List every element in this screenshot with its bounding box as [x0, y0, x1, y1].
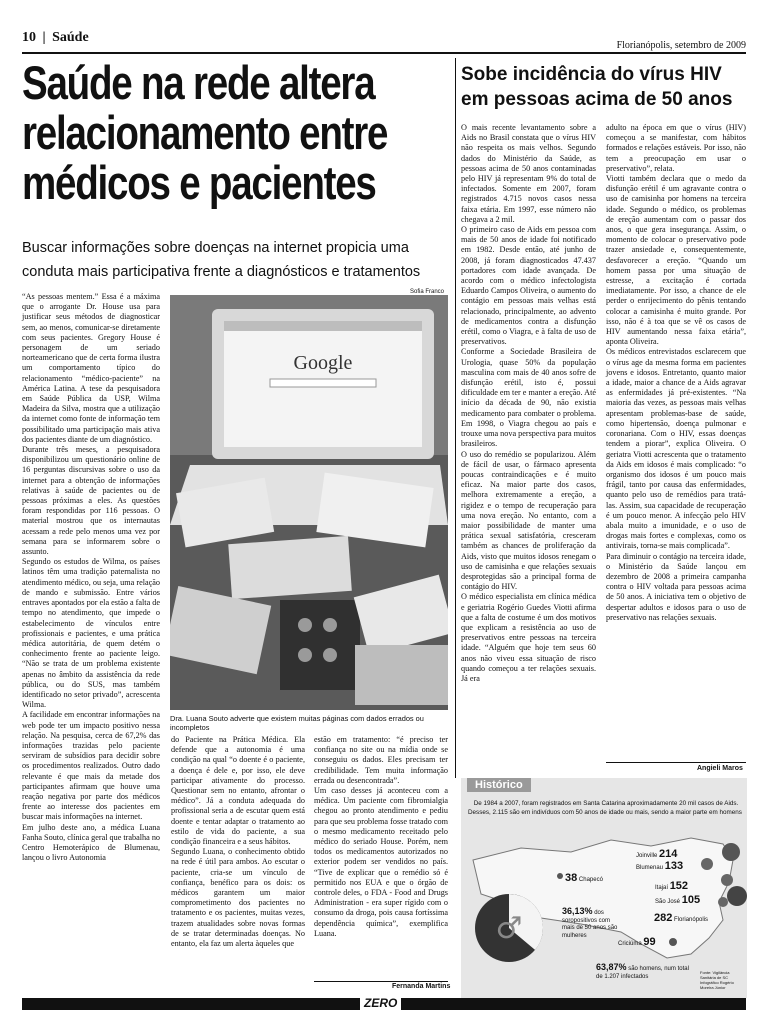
article-column-1: “As pessoas mentem.” Essa é a máxima que o arrogante Dr. House usa para justificar seus métodos de diagnosticar sem, ao menos, comunicar-se diretamente com seus pacientes. Gregory House é personagem de um seriado norteamericano que de certa forma ilustra um comportamento típico do relacionamento “médico-paciente” na América Latina. A tese da pesquisadora em Saúde Pública da USP, Wilma Madeira da Silva, mostra que a utilização da internet como fonte de informação tem possibilitado uma participação mais ativa dos pacientes diante de um diagnóstico. Durante três meses, a pesquisadora disponibilizou um questionário online de 16 perguntas discursivas sobre o uso da internet para a obtenção de informações relativas à saúde de pacientes ou de pessoas próximas a eles. As questões foram respondidas por 116 pessoas. O material mostrou que os internautas acessam a rede pelo menos uma vez por semana para se informarem sobre o assunto. Segundo os estudos de Wilma, os países latinos têm uma tradição paternalista no atendimento médico, ou seja, uma relação de mando e submissão. Entre vários entraves apontados por ela estão a falta de tempo no atendimento, que impede o estabelecimento de vínculos entre profissionais e pacientes, e uma prática médica autoritária, de quem detém o conhecimento frente ao paciente leigo. “Não se trata de um problema existente apenas no âmbito da assistência da rede pública, ou do SUS, mas também identificado no setor privado”, acrescenta Wilma. A facilidade em encontrar informações na web pode ter um impacto positivo nessa relação. Na pesquisa, cerca de 67,2% das informações trazidas pelo paciente serviram de subsídios para decidir sobre os procedimentos realizados. Outro dado relevante é que mais da metade dos participantes afirmam que houve uma reação negativa por parte dos médicos frente ao interesse dos pacientes em buscar mais informações na internet. Em julho deste ano, a médica Luana Fanha Souto, clínica geral que trabalha no Centro Hemoterápico de Blumenau, lançou o livro Autonomia [22, 292, 161, 863]
historico-intro [468, 800, 744, 817]
historico-line-2: Desses, 2.115 são em indivíduos com 50 anos de idade ou mais, sendo a maior parte em homens [468, 808, 742, 816]
byline-rule [314, 981, 448, 982]
city-label-itajai: Itajaí 152 [655, 880, 689, 892]
city-label-florianopolis: 282 Florianópolis [654, 912, 709, 924]
historico-title: Histórico [467, 778, 531, 792]
photo-caption: Dra. Luana Souto adverte que existem muitas páginas com dados errados ou incompletos [170, 714, 424, 732]
page-number: 10 [22, 30, 36, 45]
city-label-blumenau: Blumenau 133 [636, 860, 684, 872]
criciuma-dot [669, 938, 677, 946]
main-byline: Fernanda Martins [392, 983, 451, 990]
florianopolis-dot [727, 886, 747, 906]
article-column-2: do Paciente na Prática Médica. Ela defende que a autonomia é uma condição na qual “o doente é o paciente, a doença é dele e, por isso, ele deve participar ativamente do processo. Questionar sem no entanto, afrontar o médico”. Já a conduta adequada do profissional seria a de escutar quem está doente e tentar adaptar o tratamento ao estilo de vida do paciente, a sua condição financeira e a seus hábitos. Segundo Luana, o conhecimento obtido na rede é útil para ambos. Ao escutar o paciente, cria-se um vínculo de confiança, benéfico para os dois: os médicos garantem um maior comprometimento dos pacientes no tratamento e os pacientes, muitas vezes, trazem atualidades sobre novas formas de se tratar determinadas doenças. No entanto, ela faz um alerta àqueles que [171, 735, 305, 949]
stat-men: 63,87% são homens, num total de 1.207 infectados [596, 962, 689, 980]
city-label-joinville: Joinville 214 [636, 848, 678, 860]
subheadline: Buscar informações sobre doenças na internet propicia uma conduta mais participativa frente a diagnósticos e tratamentos [22, 240, 421, 280]
article-column-3: estão em tratamento: “é preciso ter confiança no site ou na mídia onde se conseguiu os dados. Eles precisam ter credibilidade. Tem muita informação errada ou desencontrada”. Um caso desses já aconteceu com a médica. Um paciente com fibromialgia chegou ao pronto atendimento e pediu para que seu problema fosse tratado com o mesmo medicamento receitado pelo médico do seriado House. Porém, nem todos os medicamentos autorizados no exterior podem ser vendidos no país. “Tive de explicar que o remédio só é permitido nos EUA e que o órgão de controle deles, o FDA - Food and Drugs Administration - era super rígido com o consumo da droga, pois causa fortíssima dependência química”, exemplifica Luana. [314, 735, 448, 938]
side-byline-rule [606, 762, 746, 763]
footer-logo: ZERO [360, 996, 401, 1010]
infographic-source: Fonte: Vigilância Sanitária de SC Infográfico Rogério Moreira Júnior [700, 970, 734, 990]
historico-line-1: De 1984 a 2007, foram registrados em Santa Catarina aproximadamente 20 mil casos de Aids. [473, 800, 739, 807]
search-logo: Google [293, 352, 353, 374]
photo-laptop-medicines [170, 295, 448, 710]
side-byline: Angieli Maros [697, 765, 743, 772]
itajai-dot [721, 874, 733, 886]
side-headline: Sobe incidência do vírus HIV em pessoas acima de 50 anos [461, 64, 733, 110]
city-label-sao-jose: São José 105 [655, 894, 701, 906]
section-name: Saúde [52, 30, 89, 45]
blumenau-dot [701, 858, 713, 870]
gender-symbols-icon: ♂ [495, 911, 523, 946]
side-column-1: O mais recente levantamento sobre a Aids no Brasil constata que o vírus HIV não respeita os mais velhos. Segundo dados do Ministério da Saúde, as pessoas acima de 50 anos contaminadas pelo HIV já representam 9% do total de infectados. Somente em 2007, foram registrados 4.715 novos casos nessa faixa etária. Em 1997, esse número não chegava a 2 mil. O primeiro caso de Aids em pessoa com mais de 50 anos de idade foi notificado em 1982. Desde então, até junho de 2008, já foram diagnosticados 47.437 portadores com idade avançada. De acordo com o médico infectologista Eduardo Campos Oliveira, o aumento do contágio em pessoas mais velhas está relacionado, principalmente, ao advento de medicamentos contra a disfunção erétil, como o Viagra, e à falta de uso de preservativos. Conforme a Sociedade Brasileira de Urologia, quase 50% da população masculina com mais de 40 anos sofre de disfunção erétil, isto é, possui dificuldade em ter e manter a ereção. Até início da década de 90, não existia medicamento para combater o problema. Em 1998, o Viagra chegou ao país e trouxe uma nova perspectiva para muitos brasileiros. O uso do remédio se popularizou. Além de fácil de usar, o fármaco apresenta poucas contraindicações e é muito eficaz. Na maior parte dos casos, melhora extremamente a ereção, a rigidez e o tempo de recuperação para uma nova ereção. No entanto, com a maior possibilidade de manter uma prática sexual satisfatória, cresceram também as chances de proliferação da Aids, visto que muitos idosos renegam o uso de camisinha e que relações sexuais desprotegidas são a principal forma de contágio do HIV. O médico especialista em clínica médica e geriatria Rogério Guedes Viotti afirma que a falta de costume é um dos motivos que explicam a resistência ao uso de preservativos entre pessoas na terceira idade. “Alguém que hoje tem seus 60 anos não viveu essa situação de risco quando começou a ter relações sexuais. Já era [461, 123, 596, 683]
side-divider [455, 58, 456, 778]
stat-women: 36,13% dos soropositivos com mais de 50 anos são mulheres [562, 906, 618, 939]
dateline: Florianópolis, setembro de 2009 [616, 40, 746, 51]
city-label-chapeco: 38 Chapecó [565, 872, 603, 884]
side-column-2: adulto na época em que o vírus (HIV) começou a se manifestar, com hábitos formados e relações estáveis. Por isso, não tem a preocupação em usar o preservativo”, relata. Viotti também declara que o medo da disfunção erétil é um agravante contra o uso de camisinha por homens na terceira idade. Segundo o médico, os problemas de ereção aumentam com o passar dos anos, o que gera insegurança. Assim, o momento de colocar o preservativo pode trazer ansiedade e, consequentemente, desfavorecer a ereção. “Quando um homem passa por uma situação de estresse, a excitação é cortada imediatamente. Por isso, a chance de ele perder o enrijecimento do pênis tentando colocar a camisinha é muito grande. Por isso, não é à toa que se vê os casos de HIV aumentando nessa faixa etária”, aponta Oliveira. Os médicos entrevistados esclarecem que o vírus age da mesma forma em pacientes jovens e idosos. Entretanto, quanto maior a idade, maior a chance de a Aids agravar as enfermidades já pré-existentes. “Na maioria das vezes, as pessoas mais velhas apresentam problemas-base de saúde, como hipertensão, doença pulmonar e coronariana. Com o HIV, essas doenças tendem a piorar”, explica Oliveira. O geriatra Viotti acrescenta que o tratamento da Aids em idosos é mais complicado: “o organismo dos idosos é um pouco mais frágil, tanto por causa das enfermidades, quanto pelo uso de remédios para tratá-las. Assim, sua capacidade de recuperação é um pouco menor. A infecção pelo HIV abala muito a imunidade, e o uso de drogas mais fortes e complexas, como os antivirais, torna-se mais complicada”. Para diminuir o contágio na terceira idade, o Ministério da Saúde lançou em dezembro de 2008 a primeira campanha contra o HIV voltada para pessoas acima de 50 anos. A iniciativa tem o objetivo de despertar adultos e idosos para o uso de preservativo nas relações sexuais. [606, 123, 746, 622]
photo-illustration [170, 295, 448, 710]
header-rule [22, 52, 746, 54]
photo-credit: Sofia Franco [410, 289, 445, 295]
chapeco-dot [557, 873, 563, 879]
gender-pie [475, 894, 543, 962]
headline: Saúde na rede altera relacionamento entre médicos e pacientes [22, 56, 388, 209]
joinville-dot [722, 843, 740, 861]
city-label-criciuma: Criciúma 99 [618, 936, 656, 948]
sao-jose-dot [718, 897, 728, 907]
page-header: 10 | Saúde [22, 30, 89, 45]
